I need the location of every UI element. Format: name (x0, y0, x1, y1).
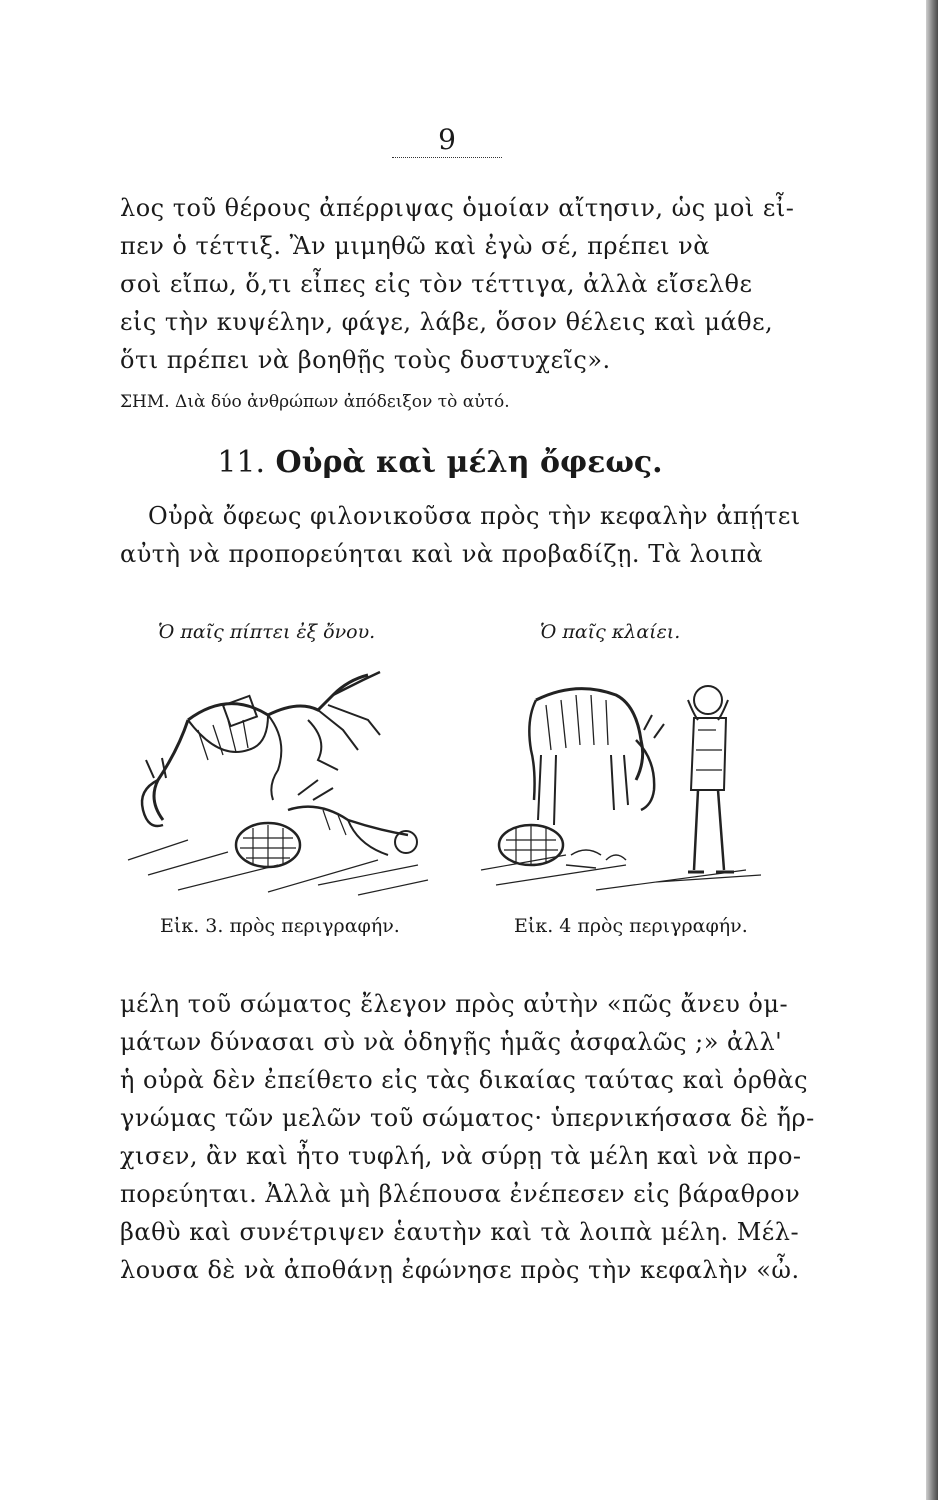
figure-4-caption: Εἰκ. 4 πρὸς περιγραφήν. (514, 915, 748, 937)
book-binding-edge (926, 0, 938, 1500)
figure-3-caption: Εἰκ. 3. πρὸς περιγραφήν. (160, 915, 400, 937)
page-number: 9 (438, 123, 456, 156)
text-line: σοὶ εἴπω, ὅ,τι εἶπες εἰς τὸν τέττιγα, ἀλλὰ εἴσελθε (120, 270, 753, 298)
text-line: γνώμας τῶν μελῶν τοῦ σώματος· ὑπερνικήσασα δὲ ἤρ- (120, 1104, 815, 1132)
text-line: πορεύηται. Ἀλλὰ μὴ βλέπουσα ἐνέπεσεν εἰς βάραθρον (120, 1180, 801, 1208)
text-line: ἡ οὐρὰ δὲν ἐπείθετο εἰς τὰς δικαίας ταύτας καὶ ὀρθὰς (120, 1066, 809, 1094)
text-line: εἰς τὴν κυψέλην, φάγε, λάβε, ὅσον θέλεις καὶ μάθε, (120, 308, 774, 336)
figure-4-title: Ὁ παῖς κλαίει. (540, 621, 681, 643)
figure-4-illustration (476, 660, 766, 900)
text-line: πεν ὁ τέττιξ. Ἂν μιμηθῶ καὶ ἐγὼ σέ, πρέπει νὰ (120, 232, 710, 260)
section-number: 11. (217, 445, 266, 480)
text-line: βαθὺ καὶ συνέτριψεν ἑαυτὴν καὶ τὰ λοιπὰ μέλη. Μέλ- (120, 1218, 800, 1246)
text-line: ὅτι πρέπει νὰ βοηθῇς τοὺς δυστυχεῖς». (120, 346, 611, 374)
figure-3-illustration (118, 660, 438, 900)
text-line: μάτων δύνασαι σὺ νὰ ὁδηγῇς ἡμᾶς ἀσφαλῶς ;» ἀλλ' (120, 1028, 783, 1056)
section-title: Οὐρὰ καὶ μέλη ὄφεως. (275, 445, 663, 480)
section-heading (120, 440, 760, 486)
text-line: Οὐρὰ ὄφεως φιλονικοῦσα πρὸς τὴν κεφαλὴν ἀπῄτει (148, 502, 801, 530)
text-line: λουσα δὲ νὰ ἀποθάνῃ ἐφώνησε πρὸς τὴν κεφαλὴν «ὦ. (120, 1256, 800, 1284)
text-line: μέλη τοῦ σώματος ἔλεγον πρὸς αὐτὴν «πῶς ἄνευ ὀμ- (120, 990, 789, 1018)
text-line: χισεν, ἂν καὶ ἦτο τυφλή, νὰ σύρῃ τὰ μέλη καὶ νὰ προ- (120, 1142, 802, 1170)
figure-3-title: Ὁ παῖς πίπτει ἐξ ὄνου. (158, 621, 376, 643)
text-line: αὐτὴ νὰ προπορεύηται καὶ νὰ προβαδίζῃ. Τὰ λοιπὰ (120, 540, 764, 568)
text-line: λος τοῦ θέρους ἀπέρριψας ὁμοίαν αἴτησιν, ὡς μοὶ εἶ- (120, 194, 795, 222)
note-text: ΣΗΜ. Διὰ δύο ἀνθρώπων ἀπόδειξον τὸ αὐτό. (120, 392, 510, 412)
page-number-rule (392, 157, 502, 158)
